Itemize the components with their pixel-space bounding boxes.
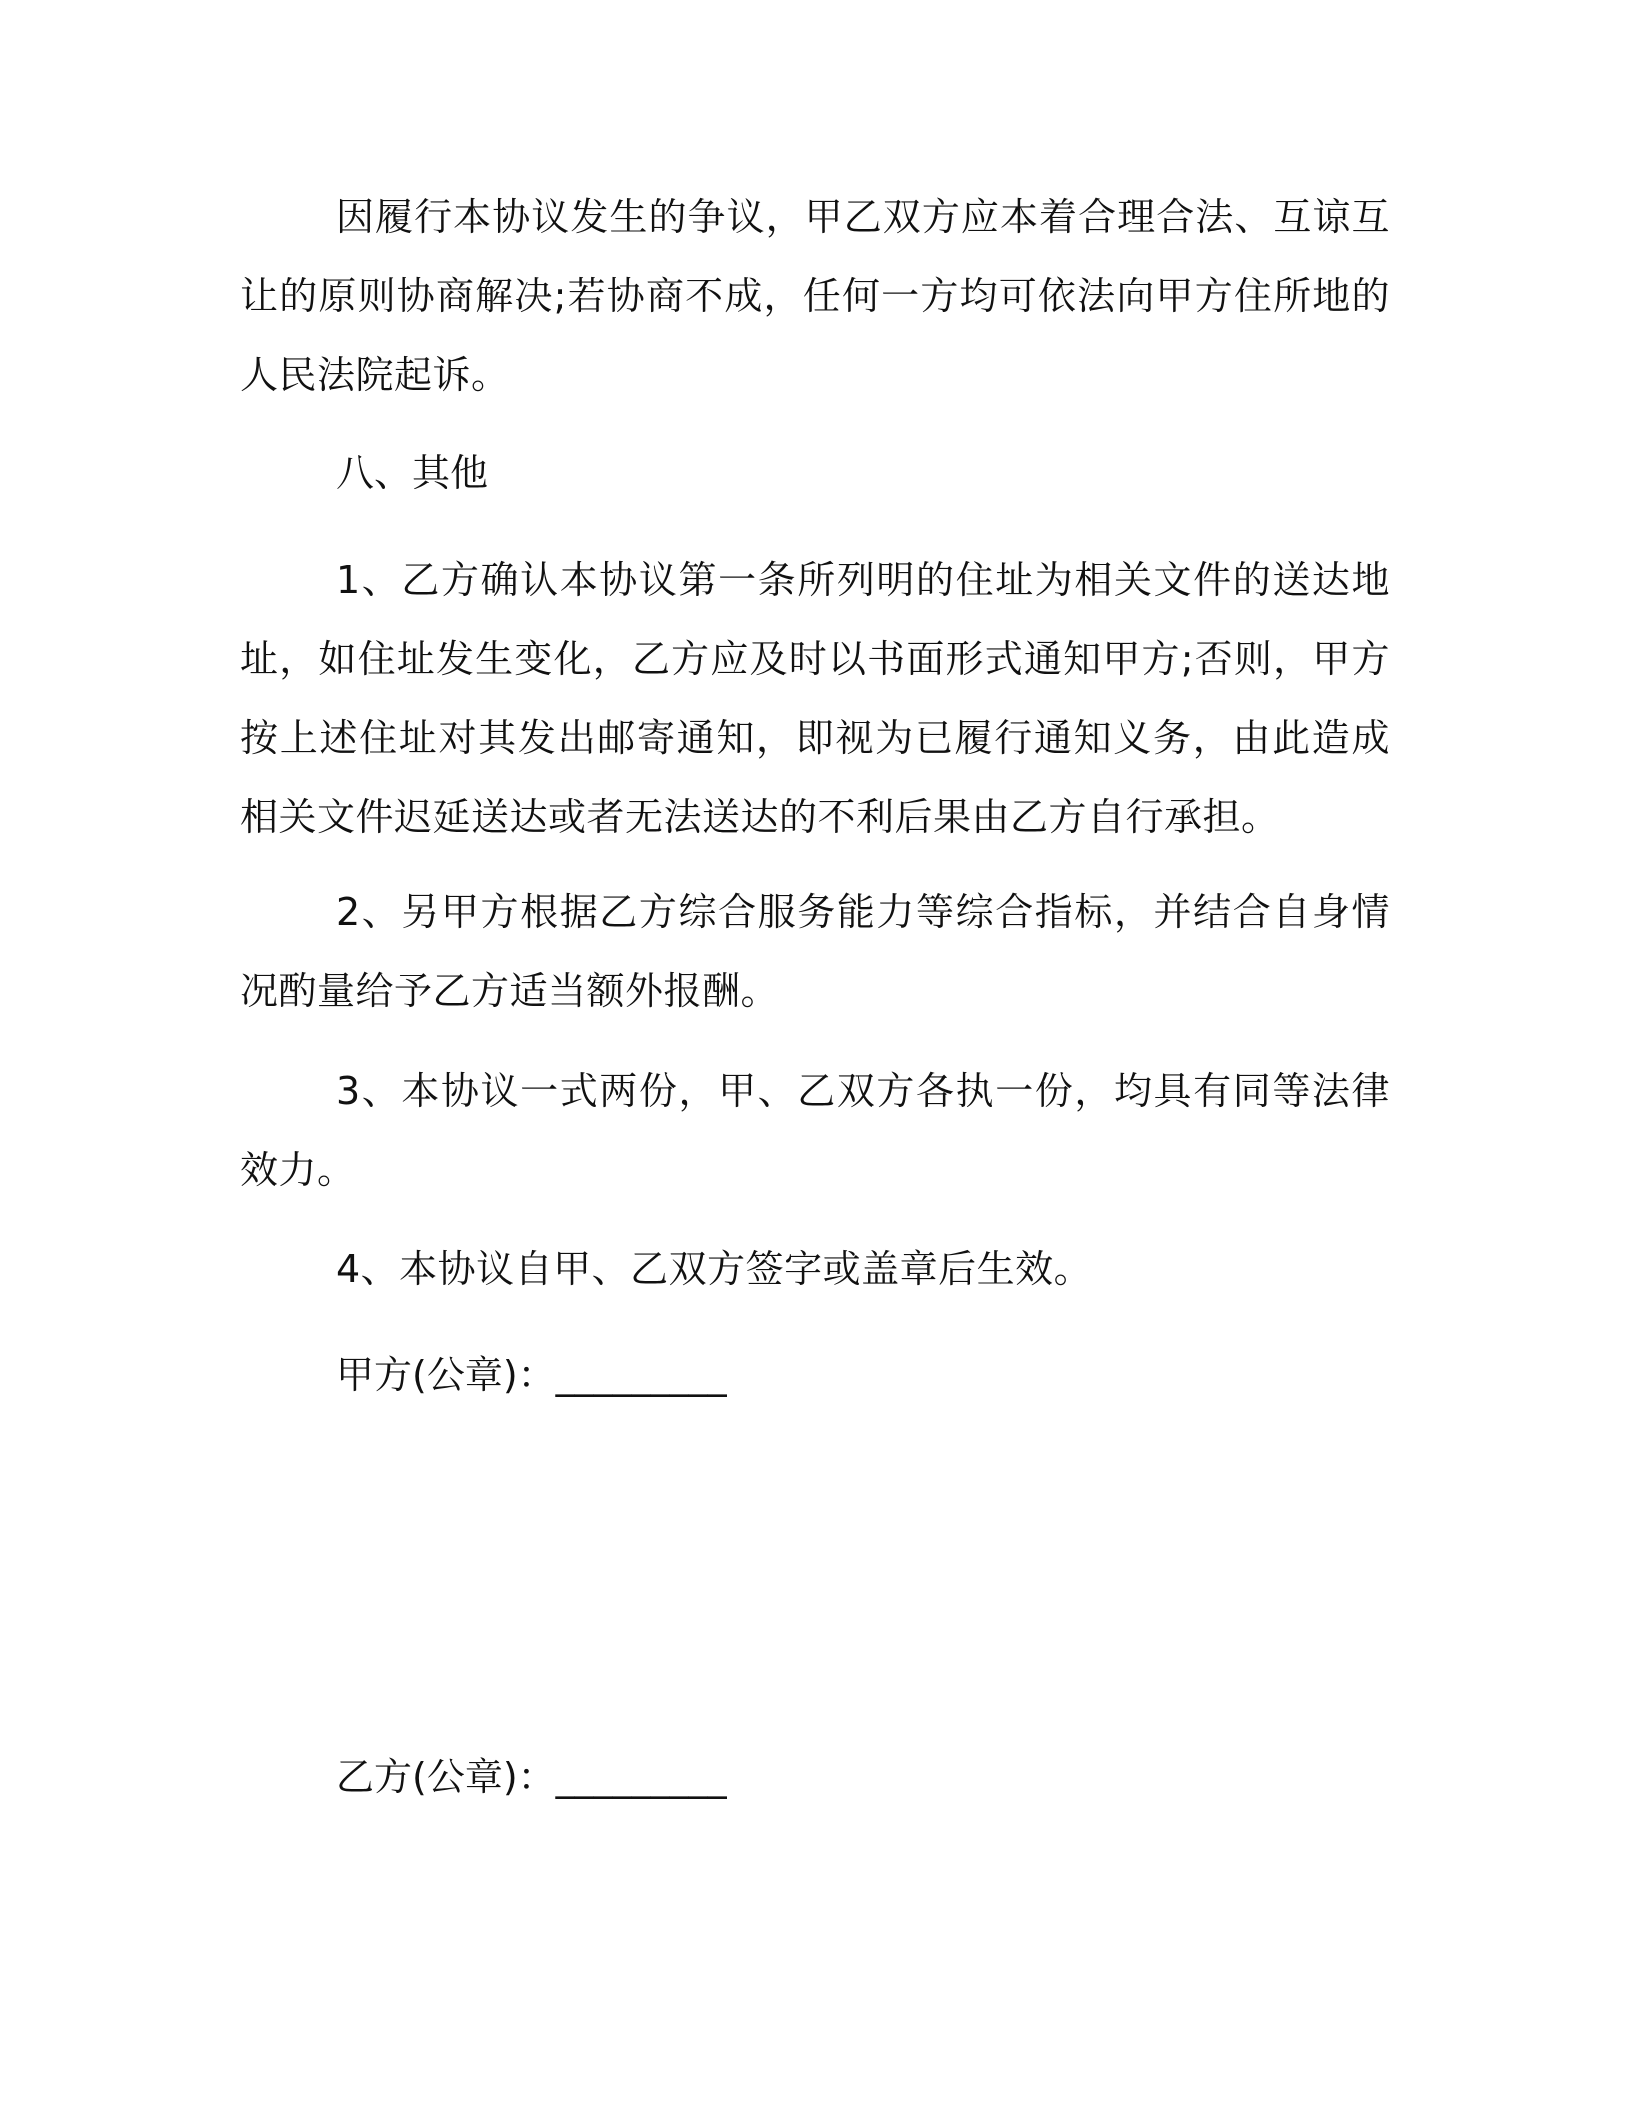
dispute-resolution-paragraph: 因履行本协议发生的争议，甲乙双方应本着合理合法、互谅互让的原则协商解决;若协商不成，任何一方均可依法向甲方住所地的人民法院起诉。 xyxy=(240,195,1390,397)
clause-4-paragraph: 4、本协议自甲、乙双方签字或盖章后生效。 xyxy=(336,1247,1093,1291)
party-b-signature-line: 乙方(公章)：_________ xyxy=(336,1755,727,1799)
clause-3-paragraph: 3、本协议一式两份，甲、乙双方各执一份，均具有同等法律效力。 xyxy=(240,1069,1390,1192)
section-heading-other: 八、其他 xyxy=(336,451,489,495)
party-a-signature-line: 甲方(公章)：_________ xyxy=(336,1353,727,1397)
clause-1-paragraph: 1、乙方确认本协议第一条所列明的住址为相关文件的送达地址，如住址发生变化，乙方应及时以书面形式通知甲方;否则，甲方按上述住址对其发出邮寄通知，即视为已履行通知义务，由此造成相关文件迟延送达或者无法送达的不利后果由乙方自行承担。 xyxy=(240,558,1390,839)
clause-2-paragraph: 2、另甲方根据乙方综合服务能力等综合指标，并结合自身情况酌量给予乙方适当额外报酬。 xyxy=(240,890,1390,1013)
